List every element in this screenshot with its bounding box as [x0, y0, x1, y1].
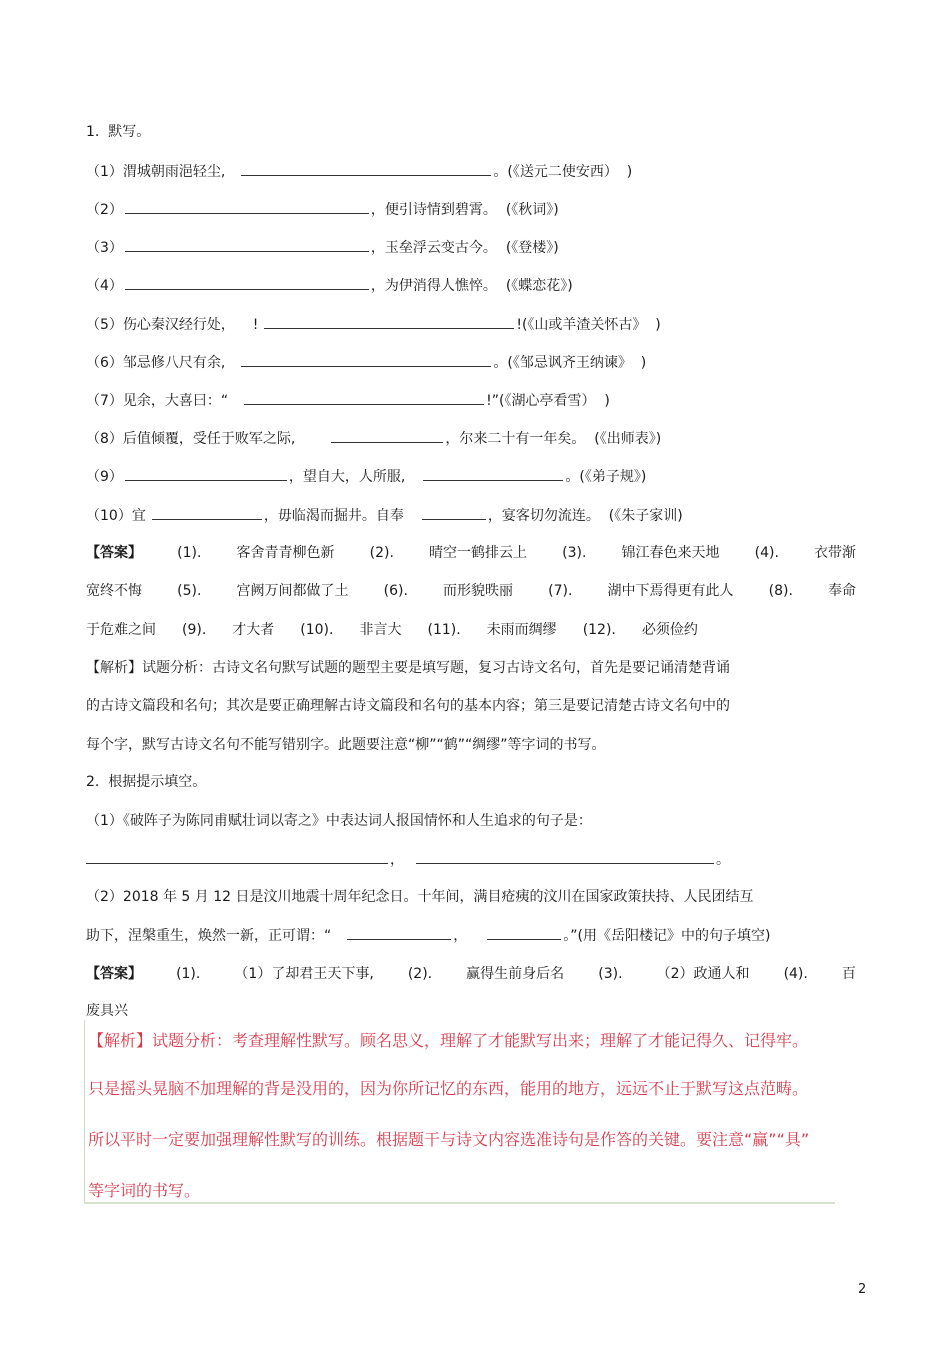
q2-analysis: 只是摇头晃脑不加理解的背是没用的，因为你所记忆的东西，能用的地方，远远不止于默写这点范畴。 [88, 1079, 809, 1098]
q1-item: （8）后值倾覆，受任于败军之际, ，尔来二十有一年矣。 (《出师表》) [86, 428, 661, 449]
fill-blank[interactable] [331, 428, 443, 443]
fill-blank[interactable] [86, 849, 388, 864]
q1-item: （7）见余，大喜曰：“ !”(《湖心亭看雪） ) [86, 390, 610, 411]
fill-blank[interactable] [125, 466, 287, 481]
q1-analysis: 的古诗文篇段和名句；其次是要正确理解古诗文篇段和名句的基本内容；第三是要记清楚古诗文名句中的 [86, 698, 730, 714]
q2-blank-line: ， 。 [86, 849, 730, 870]
q2-analysis: 等字词的书写。 [88, 1181, 201, 1200]
q1-title: 1. 默写。 [86, 124, 151, 140]
fill-blank[interactable] [423, 466, 563, 481]
q2-prompt-2b: 助下，涅槃重生，焕然一新，正可谓：“ ， 。”(用《岳阳楼记》中的句子填空) [86, 925, 770, 946]
q1-item: （3） ，玉垒浮云变古今。 (《登楼》) [86, 237, 559, 258]
q2-analysis: 所以平时一定要加强理解性默写的训练。根据题干与诗文内容选准诗句是作答的关键。要注意“赢”“具” [88, 1130, 810, 1149]
q1-item: （4） ，为伊消得人憔悴。 (《蝶恋花》) [86, 275, 573, 296]
fill-blank[interactable] [347, 925, 451, 940]
page-number: 2 [858, 1282, 867, 1297]
q1-item: （5）伤心秦汉经行处， ! !(《山或羊渣关怀古》 ) [86, 314, 661, 335]
q1-answer-row: 宽终不悔 (5). 宫阙万间都做了土 (6). 而形貌昳丽 (7). 湖中下焉得更有此人 (8). 奉命 [86, 583, 856, 599]
q1-item: （9） ，望自大，人所服, 。(《弟子规》) [86, 466, 646, 487]
q2-prompt-1: （1）《破阵子为陈同甫赋壮词以寄之》中表达词人报国情怀和人生追求的句子是： [86, 813, 592, 829]
fill-blank[interactable] [152, 505, 262, 520]
q1-answer-row: 于危难之间 (9). 才大者 (10). 非言大 (11). 未雨而绸缪 (12). 必须俭约 [86, 622, 698, 638]
q2-answer-tail: 废具兴 [86, 1003, 128, 1019]
fill-blank[interactable] [487, 925, 561, 940]
q1-item: （2） ，便引诗情到碧霄。 (《秋词》) [86, 199, 559, 220]
q1-answer-row: 【答案】 (1). 客舍青青柳色新 (2). 晴空一鹤排云上 (3). 锦江春色来天地 (4). 衣带渐 [86, 545, 856, 561]
fill-blank[interactable] [125, 237, 369, 252]
fill-blank[interactable] [125, 275, 369, 290]
q2-analysis: 【解析】试题分析：考查理解性默写。顾名思义，理解了才能默写出来；理解了才能记得久、记得牢。 [88, 1031, 809, 1050]
q1-analysis: 每个字，默写古诗文名句不能写错别字。此题要注意“柳”“鹤”“绸缪”等字词的书写。 [86, 737, 606, 753]
q1-item: （1）渭城朝雨浥轻尘, 。(《送元二使安西） ) [86, 161, 632, 182]
q2-title: 2. 根据提示填空。 [86, 774, 207, 790]
fill-blank[interactable] [416, 849, 714, 864]
q2-answer-row: 【答案】 (1). （1）了却君王天下事, (2). 赢得生前身后名 (3). （2）政通人和 (4). 百 [86, 966, 856, 982]
q1-analysis: 【解析】试题分析：古诗文名句默写试题的题型主要是填写题，复习古诗文名句，首先是要记诵清楚背诵 [86, 660, 730, 676]
fill-blank[interactable] [422, 505, 486, 520]
fill-blank[interactable] [241, 352, 491, 367]
q1-item: （6）邹忌修八尺有余, 。(《邹忌讽齐王纳谏》 ) [86, 352, 646, 373]
fill-blank[interactable] [264, 314, 514, 329]
fill-blank[interactable] [241, 161, 491, 176]
q1-item: （10）宜 ，毋临渴而掘井。自奉 ，宴客切勿流连。 (《朱子家训) [86, 505, 683, 526]
q2-prompt-2: （2）2018 年 5 月 12 日是汶川地震十周年纪念日。十年间，满目疮痍的汶川在国家政策扶持、人民团结互 [86, 889, 754, 905]
fill-blank[interactable] [244, 390, 484, 405]
fill-blank[interactable] [125, 199, 369, 214]
